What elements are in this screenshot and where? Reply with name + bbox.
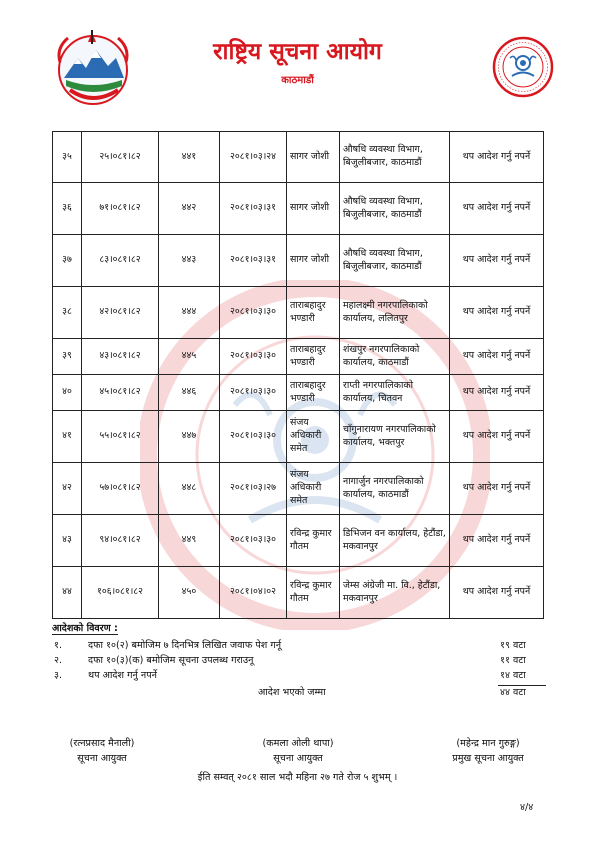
commission-seal-icon bbox=[492, 36, 554, 98]
serial-number: ३७ bbox=[53, 235, 82, 287]
respondent-office: चाँगुनारायण नगरपालिकाको कार्यालय, भक्तपुर bbox=[340, 411, 450, 463]
registration-number: ७१।०८१।८२ bbox=[82, 183, 159, 235]
order-text: थप आदेश गर्नु नपर्ने bbox=[450, 411, 544, 463]
decision-date: २०८१।०३।२७ bbox=[220, 463, 287, 515]
applicant-name: ताराबहादुर भण्डारी bbox=[287, 287, 340, 339]
serial-number: ३६ bbox=[53, 183, 82, 235]
registration-number: ४५।०८१।८२ bbox=[82, 375, 159, 411]
signatory-right bbox=[418, 737, 558, 767]
order-text: थप आदेश गर्नु नपर्ने bbox=[450, 567, 544, 619]
registration-number: ५७।०८१।८२ bbox=[82, 463, 159, 515]
decision-number: ४४५ bbox=[159, 339, 220, 375]
decision-number: ४४६ bbox=[159, 375, 220, 411]
decision-date: २०८१।०३।२४ bbox=[220, 132, 287, 183]
serial-number: ४३ bbox=[53, 515, 82, 567]
decision-number: ४५० bbox=[159, 567, 220, 619]
decision-number: ४४८ bbox=[159, 463, 220, 515]
order-text: थप आदेश गर्नु नपर्ने bbox=[450, 287, 544, 339]
respondent-office: महालक्ष्मी नगरपालिकाको कार्यालय, ललितपुर bbox=[340, 287, 450, 339]
applicant-name: ताराबहादुर भण्डारी bbox=[287, 339, 340, 375]
signatory-left bbox=[32, 737, 172, 767]
serial-number: ३५ bbox=[53, 132, 82, 183]
respondent-office: राप्ती नगरपालिकाको कार्यालय, चितवन bbox=[340, 375, 450, 411]
summary-item-count: १४ वटा bbox=[500, 670, 526, 681]
summary-item bbox=[52, 653, 544, 668]
respondent-office: औषधि व्यवस्था विभाग, बिजुलीबजार, काठमाडौं bbox=[340, 132, 450, 183]
decision-number: ४४४ bbox=[159, 287, 220, 339]
summary-item-count: १९ वटा bbox=[500, 640, 526, 651]
registration-number: १०६।०८१।८२ bbox=[82, 567, 159, 619]
applicant-name: रविन्द्र कुमार गौतम bbox=[287, 515, 340, 567]
respondent-office: औषधि व्यवस्था विभाग, बिजुलीबजार, काठमाडौं bbox=[340, 183, 450, 235]
signatory-title: सूचना आयुक्त bbox=[77, 752, 127, 764]
applicant-name: सागर जोशी bbox=[287, 235, 340, 287]
table-row bbox=[53, 287, 544, 339]
applicant-name: सागर जोशी bbox=[287, 183, 340, 235]
decision-date: २०८१।०३।३० bbox=[220, 287, 287, 339]
signatory-name: (कमला ओली थापा) bbox=[262, 738, 334, 749]
summary-total-count: ४४ वटा bbox=[500, 687, 526, 698]
table-row bbox=[53, 515, 544, 567]
applicant-name: रविन्द्र कुमार गौतम bbox=[287, 567, 340, 619]
order-text: थप आदेश गर्नु नपर्ने bbox=[450, 235, 544, 287]
decision-date: २०८१।०३।३० bbox=[220, 375, 287, 411]
applicant-name: संजय अधिकारी समेत bbox=[287, 411, 340, 463]
order-text: थप आदेश गर्नु नपर्ने bbox=[450, 132, 544, 183]
signatory-center bbox=[228, 737, 368, 767]
summary-item-number: २. bbox=[54, 655, 63, 666]
decision-number: ४४३ bbox=[159, 235, 220, 287]
order-text: थप आदेश गर्नु नपर्ने bbox=[450, 515, 544, 567]
applicant-name: सागर जोशी bbox=[287, 132, 340, 183]
signatory-title: प्रमुख सूचना आयुक्त bbox=[452, 752, 524, 764]
decision-date: २०८१।०४।०२ bbox=[220, 567, 287, 619]
respondent-office: शंखपुर नगरपालिकाको कार्यालय, काठमाडौं bbox=[340, 339, 450, 375]
summary-item-count: ११ वटा bbox=[500, 655, 526, 666]
summary-total-label: आदेश भएको जम्मा bbox=[258, 687, 326, 698]
summary-item-text: दफा १०(३)(क) बमोजिम सूचना उपलब्ध गराउनू bbox=[88, 655, 254, 666]
order-text: थप आदेश गर्नु नपर्ने bbox=[450, 339, 544, 375]
summary-item-number: १. bbox=[54, 640, 63, 651]
table-row bbox=[53, 235, 544, 287]
table-row bbox=[53, 339, 544, 375]
summary-item bbox=[52, 638, 544, 653]
summary-item-number: ३. bbox=[54, 670, 63, 681]
decision-date: २०८१।०३।३० bbox=[220, 515, 287, 567]
respondent-office: औषधि व्यवस्था विभाग, बिजुलीबजार, काठमाडौं bbox=[340, 235, 450, 287]
decision-date: २०८१।०३।३१ bbox=[220, 235, 287, 287]
signatory-name: (रत्नप्रसाद मैनाली) bbox=[69, 738, 135, 749]
serial-number: ३९ bbox=[53, 339, 82, 375]
table-row bbox=[53, 183, 544, 235]
table-row bbox=[53, 411, 544, 463]
applicant-name: संजय अधिकारी समेत bbox=[287, 463, 340, 515]
signatory-name: (महेन्द्र मान गुरुङ्ग) bbox=[456, 738, 520, 749]
registration-number: ८३।०८१।८२ bbox=[82, 235, 159, 287]
registration-number: ४३।०८१।८२ bbox=[82, 339, 159, 375]
signatory-title: सूचना आयुक्त bbox=[273, 752, 323, 764]
registration-number: २५।०८१।८२ bbox=[82, 132, 159, 183]
decision-number: ४४२ bbox=[159, 183, 220, 235]
applicant-name: ताराबहादुर भण्डारी bbox=[287, 375, 340, 411]
page-number: ४/४ bbox=[520, 802, 534, 813]
registration-number: ५५।०८१।८२ bbox=[82, 411, 159, 463]
summary-item-text: दफा १०(२) बमोजिम ७ दिनभित्र लिखित जवाफ पेश गर्नू bbox=[88, 640, 282, 651]
decision-date: २०८१।०३।३० bbox=[220, 411, 287, 463]
order-summary bbox=[52, 621, 544, 699]
decision-date: २०८१।०३।३० bbox=[220, 339, 287, 375]
decision-number: ४४९ bbox=[159, 515, 220, 567]
decision-date: २०८१।०३।३१ bbox=[220, 183, 287, 235]
summary-item bbox=[52, 668, 544, 683]
serial-number: ४२ bbox=[53, 463, 82, 515]
summary-total bbox=[52, 685, 544, 699]
serial-number: ४४ bbox=[53, 567, 82, 619]
table-row bbox=[53, 567, 544, 619]
registration-number: ४२।०८१।८२ bbox=[82, 287, 159, 339]
summary-title: आदेशको विवरण : bbox=[52, 623, 118, 634]
order-text: थप आदेश गर्नु नपर्ने bbox=[450, 463, 544, 515]
order-text: थप आदेश गर्नु नपर्ने bbox=[450, 375, 544, 411]
table-row bbox=[53, 463, 544, 515]
decision-number: ४४१ bbox=[159, 132, 220, 183]
order-text: थप आदेश गर्नु नपर्ने bbox=[450, 183, 544, 235]
registration-number: ९४।०८१।८२ bbox=[82, 515, 159, 567]
summary-item-text: थप आदेश गर्नु नपर्ने bbox=[88, 670, 157, 681]
decision-number: ४४७ bbox=[159, 411, 220, 463]
serial-number: ३८ bbox=[53, 287, 82, 339]
table-row bbox=[53, 375, 544, 411]
closing-date-line: ईति सम्वत् २०८१ साल भदौ महिना २७ गते रोज ५ शुभम् । bbox=[197, 772, 398, 783]
respondent-office: जेम्स अंग्रेजी मा. वि., हेटौंडा, मकवानपुर bbox=[340, 567, 450, 619]
serial-number: ४१ bbox=[53, 411, 82, 463]
respondent-office: नागार्जुन नगरपालिकाको कार्यालय, काठमाडौं bbox=[340, 463, 450, 515]
decisions-table bbox=[52, 131, 544, 619]
serial-number: ४० bbox=[53, 375, 82, 411]
letterhead bbox=[0, 0, 595, 120]
organization-location: काठमाडौं bbox=[281, 75, 314, 86]
respondent-office: डिभिजन वन कार्यालय, हेटौंडा, मकवानपुर bbox=[340, 515, 450, 567]
organization-title: राष्ट्रिय सूचना आयोग bbox=[213, 39, 382, 65]
table-row bbox=[53, 132, 544, 183]
